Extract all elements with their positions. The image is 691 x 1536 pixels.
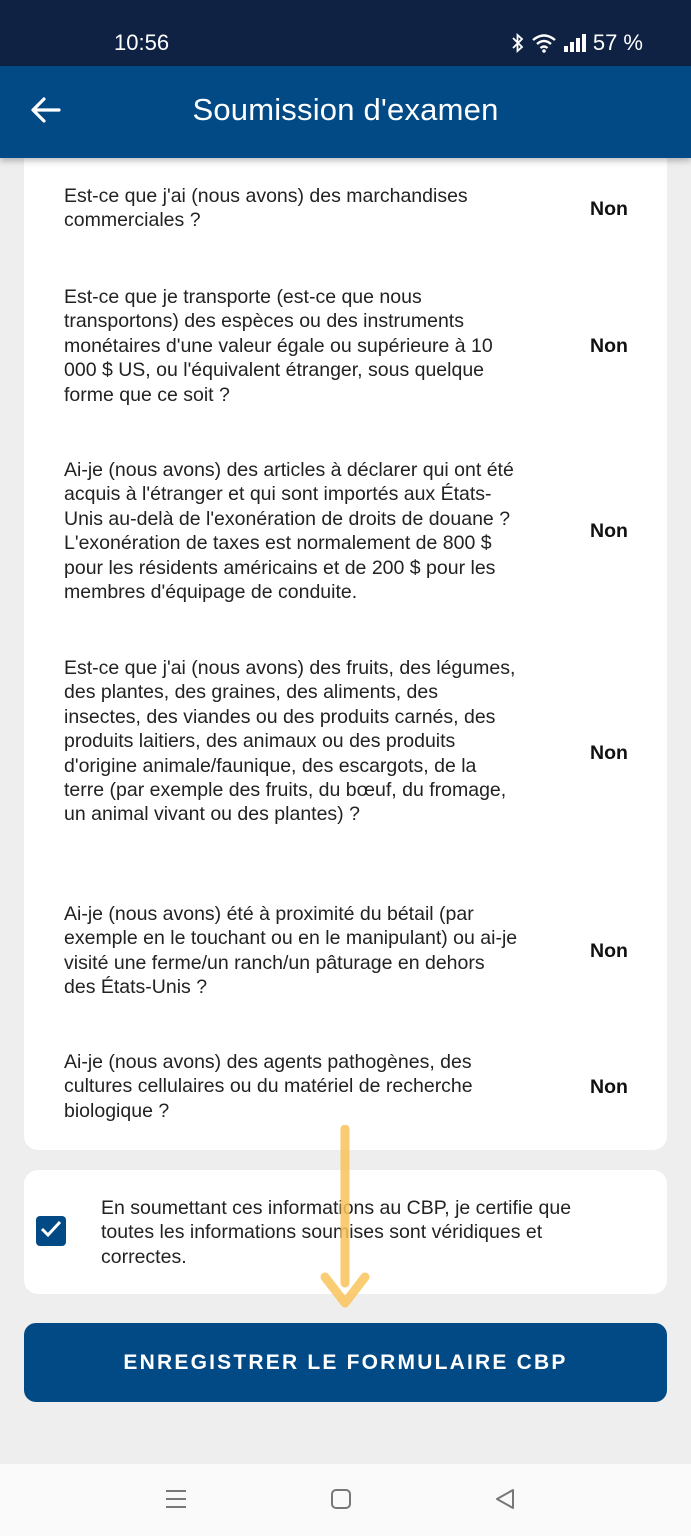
triangle-back-icon (494, 1488, 516, 1515)
question-row (64, 656, 644, 827)
certification-card (24, 1170, 667, 1294)
back-nav-button[interactable] (485, 1486, 525, 1516)
status-time: 10:56 (114, 30, 170, 55)
question-row (64, 184, 644, 233)
question-answer: Non (590, 198, 628, 220)
status-bar (0, 0, 691, 66)
status-icons (511, 30, 643, 56)
recents-button[interactable] (156, 1486, 196, 1516)
question-answer: Non (590, 940, 628, 962)
question-text: Ai-je (nous avons) été à proximité du bétail (par exemple en le touchant ou en le manipulant) ou ai-je visité une ferme/un ranch/un pâturage en dehors des États-Unis ? (64, 903, 518, 999)
bluetooth-icon (511, 33, 525, 53)
question-answer: Non (590, 335, 628, 357)
certification-text: En soumettant ces informations au CBP, je certifie que toutes les informations soumises sont véridiques et correctes. (101, 1197, 572, 1268)
question-answer: Non (590, 742, 628, 764)
question-answer: Non (590, 520, 628, 542)
save-cbp-form-button[interactable]: ENREGISTRER LE FORMULAIRE CBP (24, 1323, 667, 1402)
questions-card (24, 150, 667, 1150)
wifi-icon (531, 33, 557, 53)
home-button[interactable] (321, 1486, 361, 1516)
question-text: Ai-je (nous avons) des agents pathogènes, des cultures cellulaires ou du matériel de recherche biologique ? (64, 1051, 473, 1122)
checkmark-icon (40, 1220, 62, 1243)
app-bar (0, 66, 691, 158)
menu-lines-icon (164, 1488, 188, 1515)
page-title: Soumission d'examen (192, 92, 499, 127)
question-answer: Non (590, 1076, 628, 1098)
question-row (64, 285, 644, 407)
question-row (64, 1050, 644, 1123)
battery-text: 57 % (592, 30, 643, 55)
square-icon (330, 1488, 352, 1515)
system-nav-bar (0, 1464, 691, 1536)
question-row (64, 458, 644, 604)
question-row (64, 902, 644, 1000)
question-text: Est-ce que j'ai (nous avons) des marchandises commerciales ? (64, 185, 468, 232)
question-text: Ai-je (nous avons) des articles à déclarer qui ont été acquis à l'étranger et qui sont importés aux États-Unis au-delà de l'exonération de droits de douane ? L'exonération de taxes est normalement de 800 $ pour les résidents américains et de 200 $ pour les membres d'équipage de conduite. (64, 459, 514, 604)
question-text: Est-ce que je transporte (est-ce que nous transportons) des espèces ou des instruments monétaires d'une valeur égale ou supérieure à 10 000 $ US, ou l'équivalent étranger, sous quelque forme que ce soit ? (64, 286, 493, 406)
signal-icon (563, 34, 587, 52)
certify-checkbox[interactable] (36, 1216, 66, 1246)
question-text: Est-ce que j'ai (nous avons) des fruits, des légumes, des plantes, des graines, des aliments, des insectes, des viandes ou des produits carnés, des produits laitiers, des animaux ou des produits d'origine animale/faunique, des escargots, de la terre (par exemple des fruits, du bœuf, du fromage, un animal vivant ou des plantes) ? (64, 657, 516, 826)
